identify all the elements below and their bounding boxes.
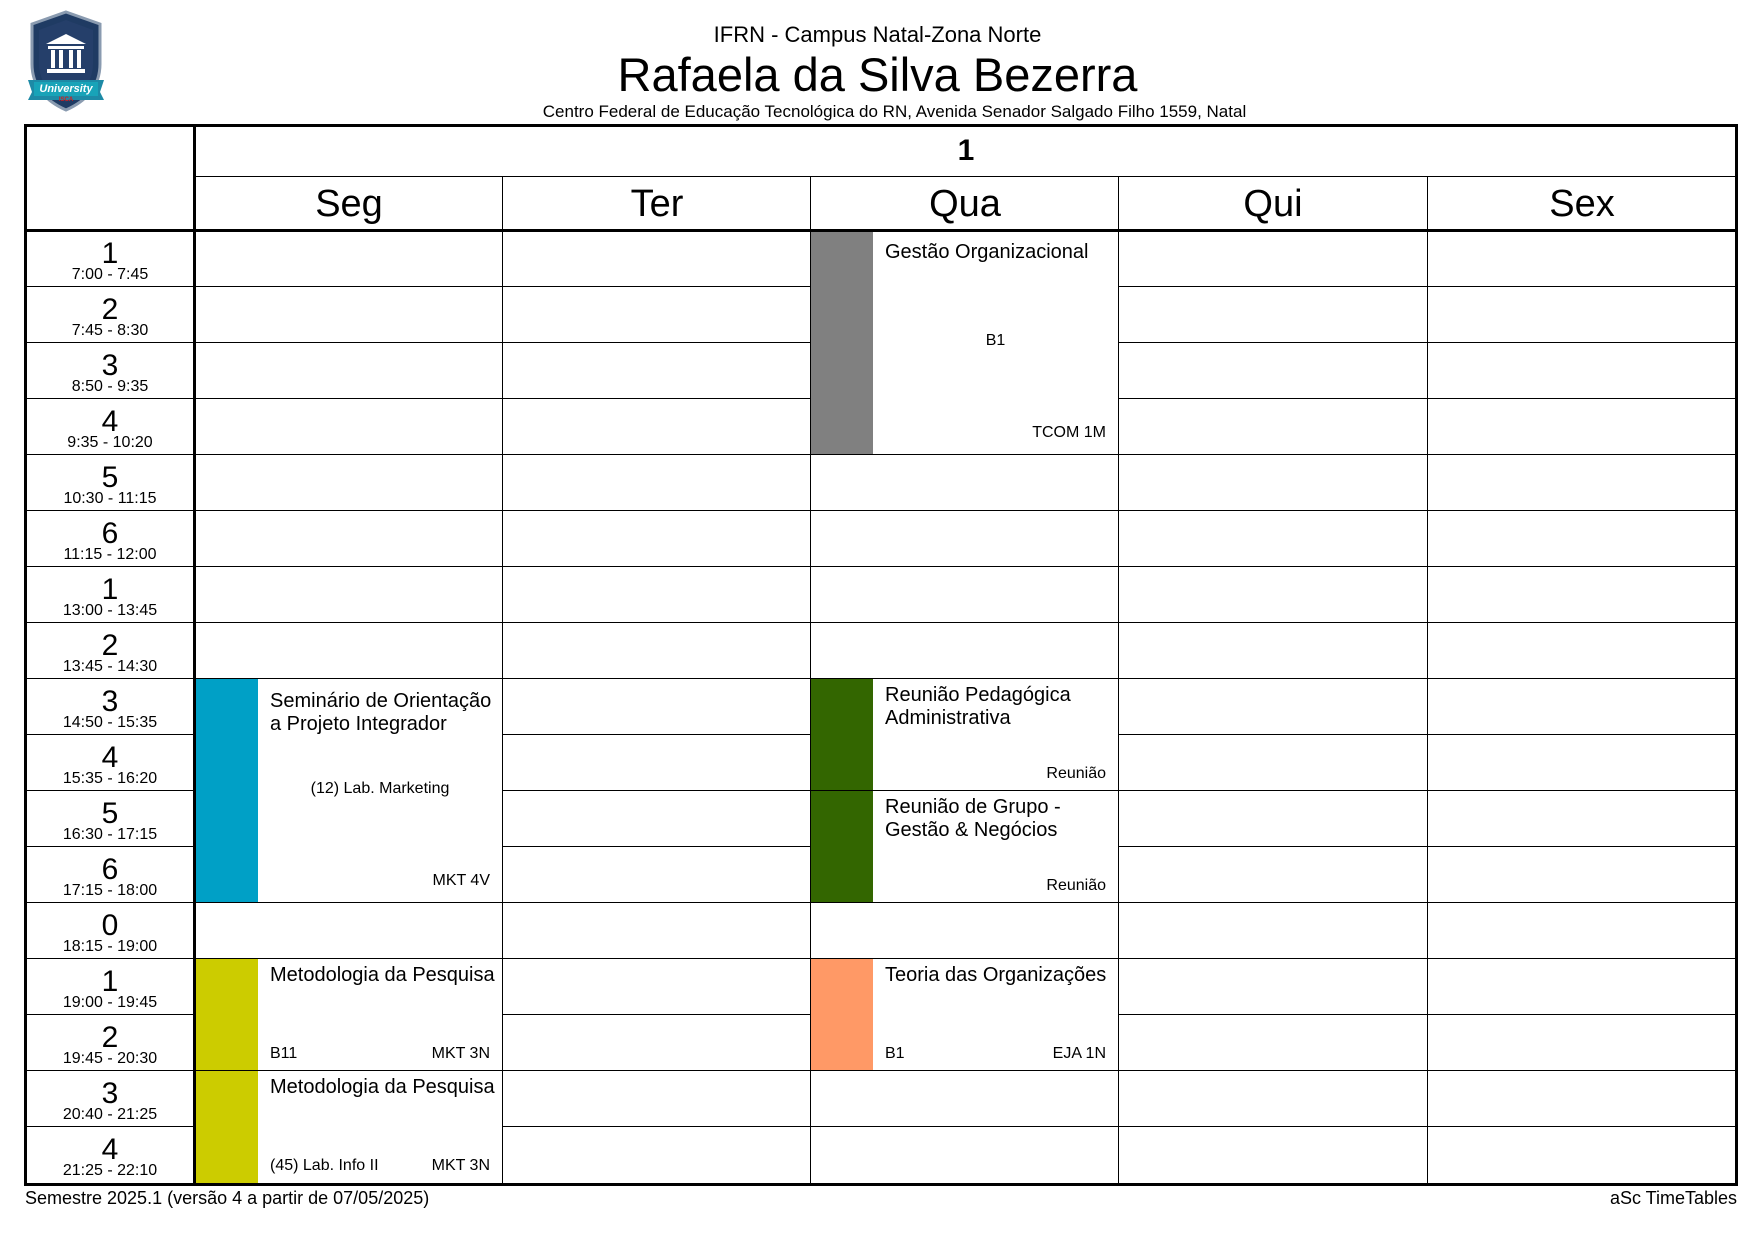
lesson-subject: Seminário de Orientação a Projeto Integrador <box>270 690 492 735</box>
day-column-line <box>1118 176 1119 1184</box>
period-label: 3 20:40 - 21:25 <box>62 1077 158 1123</box>
period-label: 4 9:35 - 10:20 <box>67 405 153 451</box>
lesson-color-bar <box>196 959 258 1070</box>
day-header-sex: Sex <box>1549 183 1615 225</box>
lesson-subject: Metodologia da Pesquisa <box>270 1076 495 1098</box>
day-header-qui: Qui <box>1243 183 1303 225</box>
lesson-room: B1 <box>985 332 1006 349</box>
software-credit: aSc TimeTables <box>1609 1188 1737 1208</box>
teacher-name: Rafaela da Silva Bezerra <box>617 48 1138 101</box>
lesson-card[interactable] <box>196 1071 502 1183</box>
lesson-color-bar <box>811 959 873 1070</box>
school-address: Centro Federal de Educação Tecnológica do RN, Avenida Senador Salgado Filho 1559, Natal <box>542 102 1247 121</box>
school-name: IFRN - Campus Natal-Zona Norte <box>713 22 1042 47</box>
lesson-card[interactable] <box>811 791 1118 902</box>
week-label: 1 <box>957 134 975 167</box>
day-header-seg: Seg <box>315 183 383 225</box>
lesson-class: TCOM 1M <box>1032 424 1106 441</box>
semester-info: Semestre 2025.1 (versão 4 a partir de 07/05/2025) <box>25 1188 430 1208</box>
lesson-color-bar <box>196 679 258 902</box>
lesson-subject: Gestão Organizacional <box>885 241 1089 263</box>
day-header-ter: Ter <box>630 183 684 225</box>
table-border-top <box>24 124 1738 127</box>
lesson-card[interactable] <box>811 959 1118 1070</box>
lesson-subject: Metodologia da Pesquisa <box>270 964 495 986</box>
table-border-right <box>1735 124 1738 1186</box>
row-line <box>24 902 1738 903</box>
day-column-line <box>1427 176 1428 1184</box>
day-header-qua: Qua <box>929 183 1001 225</box>
row-line <box>24 454 1738 455</box>
lesson-color-bar <box>811 679 873 790</box>
logo-text: University <box>39 83 93 95</box>
row-line <box>24 622 1738 623</box>
period-label: 4 15:35 - 16:20 <box>62 741 158 787</box>
lesson-color-bar <box>196 1071 258 1183</box>
period-label: 2 13:45 - 14:30 <box>62 629 158 675</box>
lesson-room: B1 <box>885 1045 905 1062</box>
lesson-card[interactable] <box>196 679 502 902</box>
period-label: 3 14:50 - 15:35 <box>62 685 158 731</box>
period-label: 0 18:15 - 19:00 <box>62 909 158 955</box>
period-label: 6 11:15 - 12:00 <box>63 517 157 563</box>
period-label: 1 13:00 - 13:45 <box>62 573 158 619</box>
lesson-card[interactable] <box>811 679 1118 790</box>
day-column-line <box>502 176 503 1184</box>
lesson-room: B11 <box>270 1045 298 1062</box>
lesson-class: MKT 4V <box>432 872 490 889</box>
period-label: 5 16:30 - 17:15 <box>62 797 158 843</box>
period-label: 4 21:25 - 22:10 <box>62 1133 158 1179</box>
period-label: 1 19:00 - 19:45 <box>62 965 158 1011</box>
lesson-subject: Reunião de Grupo - Gestão & Negócios <box>885 796 1061 841</box>
lesson-room: (12) Lab. Marketing <box>310 780 450 797</box>
lesson-class: Reunião <box>1046 877 1106 894</box>
lesson-class: EJA 1N <box>1052 1045 1106 1062</box>
period-label: 6 17:15 - 18:00 <box>62 853 158 899</box>
period-label: 2 19:45 - 20:30 <box>62 1021 158 1067</box>
lesson-card[interactable] <box>811 232 1118 454</box>
table-border-bottom <box>24 1183 1738 1186</box>
lesson-card[interactable] <box>196 959 502 1070</box>
lesson-subject: Teoria das Organizações <box>885 964 1107 986</box>
period-label: 3 8:50 - 9:35 <box>71 349 149 395</box>
period-label: 5 10:30 - 11:15 <box>63 461 157 507</box>
lesson-room: (45) Lab. Info II <box>270 1157 379 1174</box>
row-line <box>24 566 1738 567</box>
row-line <box>24 510 1738 511</box>
lesson-color-bar <box>811 791 873 902</box>
lesson-subject: Reunião Pedagógica Administrativa <box>885 684 1071 729</box>
lesson-class: MKT 3N <box>431 1045 490 1062</box>
lesson-class: MKT 3N <box>431 1157 490 1174</box>
period-label: 2 7:45 - 8:30 <box>71 293 149 339</box>
logo-subtext: ISCA <box>58 97 74 103</box>
period-label: 1 7:00 - 7:45 <box>71 237 149 283</box>
lesson-class: Reunião <box>1046 765 1106 782</box>
week-divider <box>194 176 1736 177</box>
